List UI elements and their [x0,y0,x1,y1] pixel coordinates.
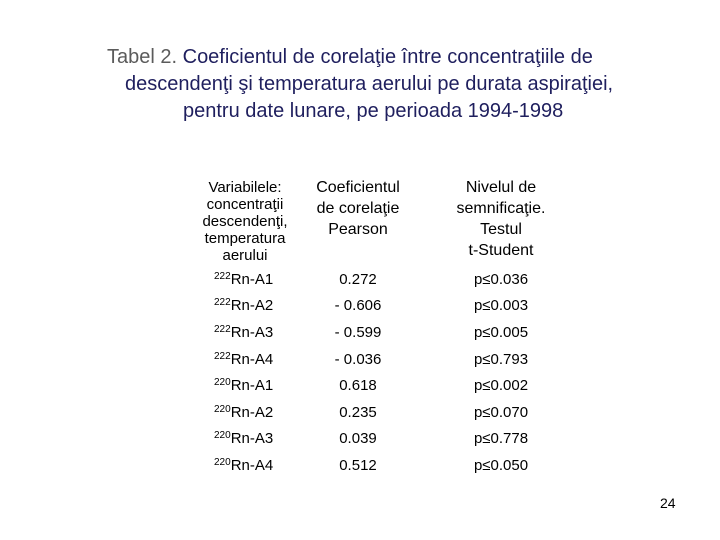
variable-label: Rn-A4 [230,456,274,474]
isotope-mass: 222 [214,323,231,335]
significance-level: p≤0.002 [473,377,529,395]
isotope-mass: 220 [214,377,231,389]
isotope-mass: 220 [214,403,231,415]
pearson-coefficient: 0.272 [339,270,377,288]
variable-label: Rn-A4 [230,350,274,368]
isotope-mass: 220 [214,456,231,468]
significance-level: p≤0.050 [473,456,529,474]
header-line: de corelaţie [316,200,400,217]
table-row [188,266,588,293]
table-row [188,372,588,399]
significance-level: p≤0.036 [473,270,529,288]
variable-cell [188,452,302,479]
variable-cell [188,372,302,399]
variable-label: Rn-A1 [230,377,274,395]
pearson-coefficient: 0.235 [339,403,377,421]
variable-cell [188,399,302,426]
significance-level: p≤0.793 [473,350,529,368]
correlation-table [188,173,588,479]
variable-label: Rn-A3 [230,430,274,448]
table-header-row [188,173,588,266]
variable-cell [188,346,302,373]
table-row [188,399,588,426]
pearson-coefficient: 0.039 [339,430,377,448]
variable-label: Rn-A1 [230,270,274,288]
header-significance [414,173,588,266]
header-line: semnificaţie. [456,200,546,217]
title-line-1 [100,44,680,71]
pearson-coefficient: - 0.599 [334,323,382,341]
header-line: concentraţii [206,196,284,213]
header-line: Variabilele: [208,179,282,196]
variable-label: Rn-A2 [230,403,274,421]
variable-label: Rn-A3 [230,323,274,341]
header-line: Pearson [328,221,388,238]
variable-cell [188,266,302,293]
title-line-1-text: Coeficientul de corelaţie între concentraţiile de [177,46,593,68]
isotope-mass: 222 [214,270,231,282]
header-line: descendenţi, [202,213,288,230]
table-row [188,452,588,479]
table-number: Tabel 2. [107,46,178,68]
isotope-mass: 222 [214,350,231,362]
header-line: Nivelul de [465,179,537,196]
header-line: aerului [222,247,268,264]
significance-level: p≤0.005 [473,323,529,341]
pearson-coefficient: 0.512 [339,456,377,474]
title-line-3: pentru date lunare, pe perioada 1994-1998 [183,100,564,122]
table-row [188,346,588,373]
isotope-mass: 222 [214,297,231,309]
header-variables [188,173,302,266]
pearson-coefficient: - 0.606 [334,297,382,315]
header-line: temperatura [204,230,286,247]
table-row [188,293,588,320]
header-line: Testul [480,221,522,238]
significance-level: p≤0.778 [473,430,529,448]
table-row [188,426,588,453]
significance-level: p≤0.003 [473,297,529,315]
header-pearson [302,173,414,266]
title-line-2: descendenţi şi temperatura aerului pe durata aspiraţiei, [125,73,614,95]
header-line: Coeficientul [316,179,400,196]
slide-title [100,44,680,125]
pearson-coefficient: - 0.036 [334,350,382,368]
page-number: 24 [660,495,676,511]
variable-label: Rn-A2 [230,297,274,315]
variable-cell [188,293,302,320]
variable-cell [188,426,302,453]
header-line: t-Student [468,242,534,259]
isotope-mass: 220 [214,430,231,442]
table-row [188,319,588,346]
variable-cell [188,319,302,346]
pearson-coefficient: 0.618 [339,377,377,395]
significance-level: p≤0.070 [473,403,529,421]
